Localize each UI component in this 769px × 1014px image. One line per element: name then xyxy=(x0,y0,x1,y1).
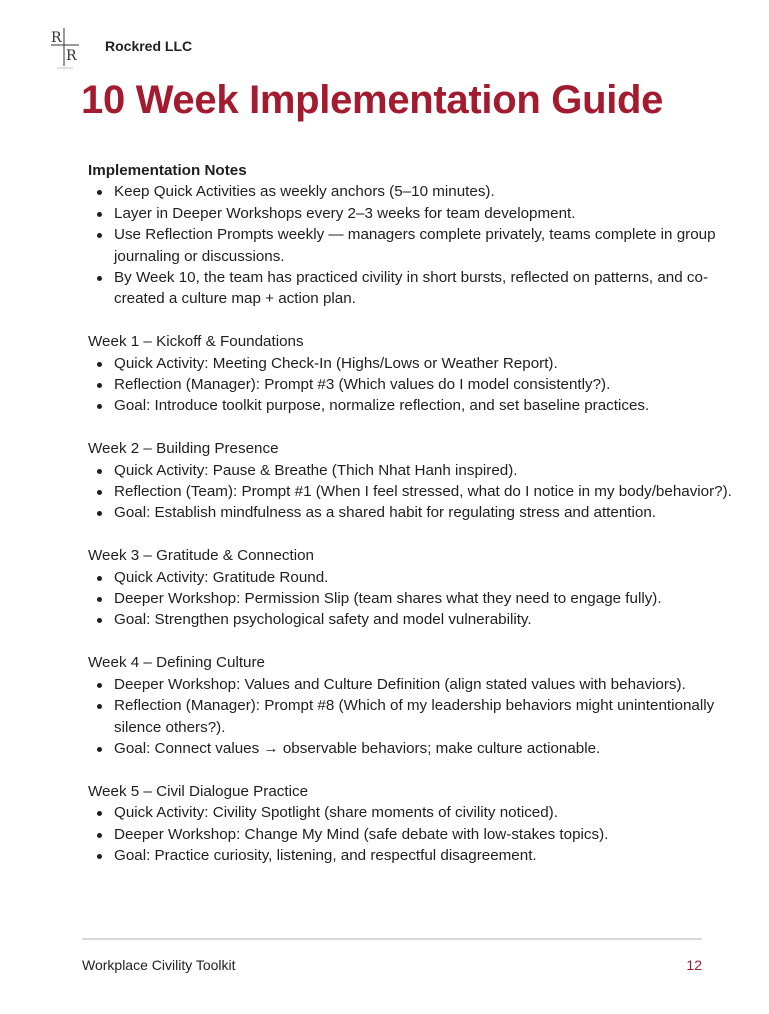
section-heading: Week 5 – Civil Dialogue Practice xyxy=(88,782,309,800)
company-logo xyxy=(48,26,82,70)
page-title: 10 Week Implementation Guide xyxy=(81,78,664,122)
footer-divider xyxy=(82,938,702,940)
list-item: Goal: Connect values → observable behaviors; make culture actionable. xyxy=(114,738,738,759)
bullet-list xyxy=(88,567,738,631)
list-item: Goal: Introduce toolkit purpose, normalize reflection, and set baseline practices. xyxy=(114,395,738,416)
section-heading: Week 3 – Gratitude & Connection xyxy=(88,547,314,565)
bullet-list xyxy=(88,181,738,309)
list-item: Deeper Workshop: Permission Slip (team shares what they need to engage fully). xyxy=(114,588,738,609)
bullet-list xyxy=(88,802,738,866)
list-item: Quick Activity: Pause & Breathe (Thich Nhat Hanh inspired). xyxy=(114,460,738,481)
section-implementation-notes xyxy=(88,160,738,310)
section-week-2 xyxy=(88,438,738,524)
list-item: Reflection (Manager): Prompt #8 (Which of my leadership behaviors might unintentionally silence others?). xyxy=(114,695,738,738)
bullet-list xyxy=(88,674,738,760)
guide-content xyxy=(88,160,738,888)
bullet-list xyxy=(88,460,738,524)
list-item: Quick Activity: Civility Spotlight (share moments of civility noticed). xyxy=(114,802,738,823)
list-item: Use Reflection Prompts weekly — managers complete privately, teams complete in group journaling or discussions. xyxy=(114,224,738,267)
list-item: Layer in Deeper Workshops every 2–3 weeks for team development. xyxy=(114,203,738,224)
section-week-3 xyxy=(88,545,738,631)
company-name: Rockred LLC xyxy=(105,38,193,54)
list-item: Goal: Establish mindfulness as a shared habit for regulating stress and attention. xyxy=(114,502,738,523)
section-heading: Implementation Notes xyxy=(88,162,247,179)
list-item: By Week 10, the team has practiced civility in short bursts, reflected on patterns, and co-created a culture map + action plan. xyxy=(114,267,738,310)
list-item: Reflection (Manager): Prompt #3 (Which values do I model consistently?). xyxy=(114,374,738,395)
section-week-1 xyxy=(88,331,738,417)
list-item: Deeper Workshop: Values and Culture Definition (align stated values with behaviors). xyxy=(114,674,738,695)
footer-title: Workplace Civility Toolkit xyxy=(82,957,236,973)
list-item: Quick Activity: Meeting Check-In (Highs/Lows or Weather Report). xyxy=(114,353,738,374)
list-item: Goal: Strengthen psychological safety and model vulnerability. xyxy=(114,609,738,630)
list-item: Goal: Practice curiosity, listening, and respectful disagreement. xyxy=(114,845,738,866)
list-item: Deeper Workshop: Change My Mind (safe debate with low-stakes topics). xyxy=(114,824,738,845)
section-week-5 xyxy=(88,781,738,867)
svg-text:R: R xyxy=(51,30,62,46)
page-number: 12 xyxy=(686,957,702,973)
section-heading: Week 1 – Kickoff & Foundations xyxy=(88,333,304,351)
list-item: Reflection (Team): Prompt #1 (When I feel stressed, what do I notice in my body/behavior?). xyxy=(114,481,738,502)
list-item: Keep Quick Activities as weekly anchors (5–10 minutes). xyxy=(114,181,738,202)
list-item: Quick Activity: Gratitude Round. xyxy=(114,567,738,588)
section-heading: Week 2 – Building Presence xyxy=(88,440,279,458)
section-heading: Week 4 – Defining Culture xyxy=(88,654,265,672)
section-week-4 xyxy=(88,652,738,759)
svg-text:R: R xyxy=(66,48,77,64)
bullet-list xyxy=(88,353,738,417)
rockred-logo-icon xyxy=(48,26,82,70)
